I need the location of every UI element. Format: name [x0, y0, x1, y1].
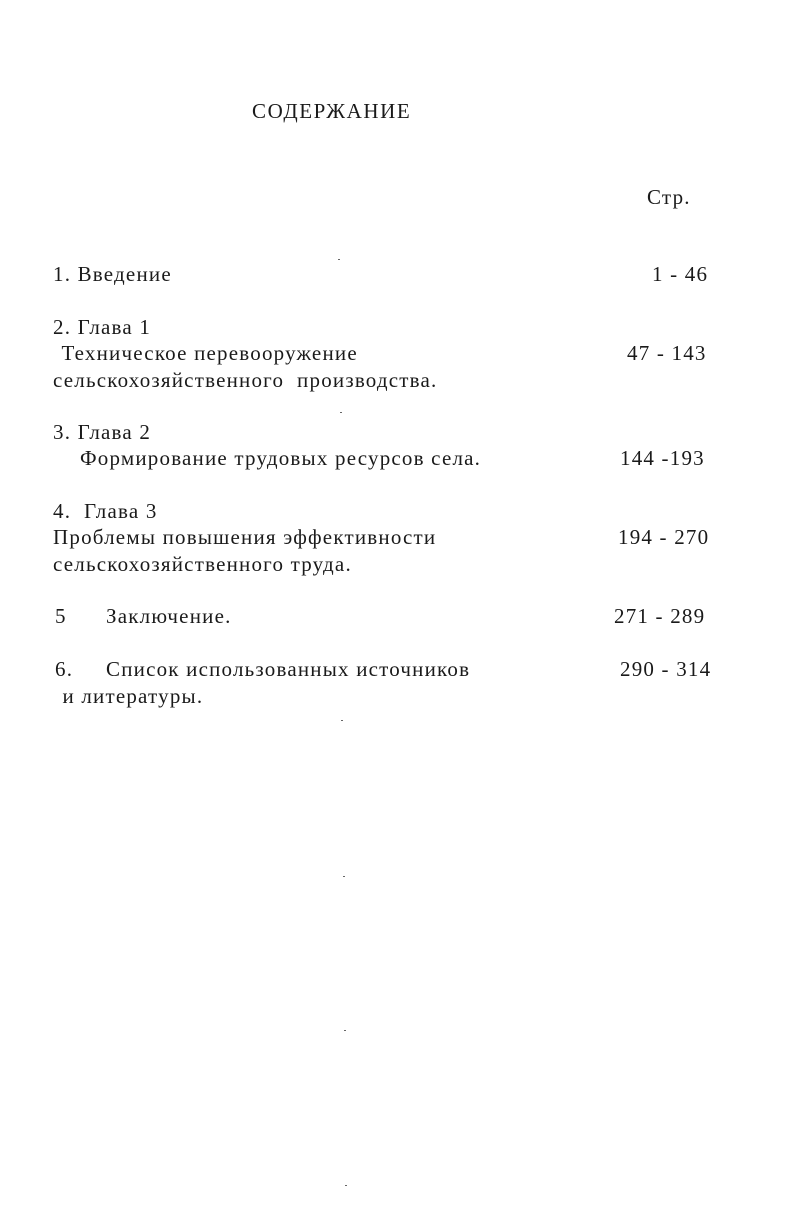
- toc-entry-3-line-2: Формирование трудовых ресурсов села.: [80, 446, 482, 470]
- toc-entry-3-pages: 144 -193: [620, 446, 705, 470]
- toc-entry-2-line-3: сельскохозяйственного производства.: [53, 368, 438, 392]
- toc-entry-5-text: Заключение.: [106, 604, 232, 628]
- toc-title: СОДЕРЖАНИЕ: [252, 99, 412, 123]
- toc-entry-2-pages: 47 - 143: [627, 341, 707, 365]
- toc-entry-1-line-1: 1. Введение: [53, 262, 172, 286]
- toc-entry-2-line-2: Техническое перевооружение: [55, 341, 358, 365]
- scan-speck: [341, 720, 343, 721]
- toc-entry-6-pages: 290 - 314: [620, 657, 712, 681]
- scan-speck: [345, 1185, 347, 1186]
- toc-entry-6-line-3: и литературы.: [56, 684, 204, 708]
- toc-entry-6-number: 6.: [55, 657, 74, 681]
- toc-entry-6-text: Список использованных источников: [106, 657, 471, 681]
- toc-entry-4-pages: 194 - 270: [618, 525, 710, 549]
- toc-entry-4-line-2: Проблемы повышения эффективности: [53, 525, 437, 549]
- toc-entry-5-number: 5: [55, 604, 67, 628]
- toc-entry-4-line-3: сельскохозяйственного труда.: [53, 552, 352, 576]
- scan-speck: [340, 412, 342, 413]
- scan-speck: [343, 876, 345, 877]
- toc-entry-5-pages: 271 - 289: [614, 604, 706, 628]
- page-column-label: Стр.: [647, 185, 691, 209]
- toc-entry-2-line-1: 2. Глава 1: [53, 315, 152, 339]
- scan-speck: [338, 259, 340, 260]
- toc-entry-4-line-1: 4. Глава 3: [53, 499, 158, 523]
- toc-entry-1-pages: 1 - 46: [652, 262, 709, 286]
- toc-entry-3-line-1: 3. Глава 2: [53, 420, 152, 444]
- scan-speck: [344, 1030, 346, 1031]
